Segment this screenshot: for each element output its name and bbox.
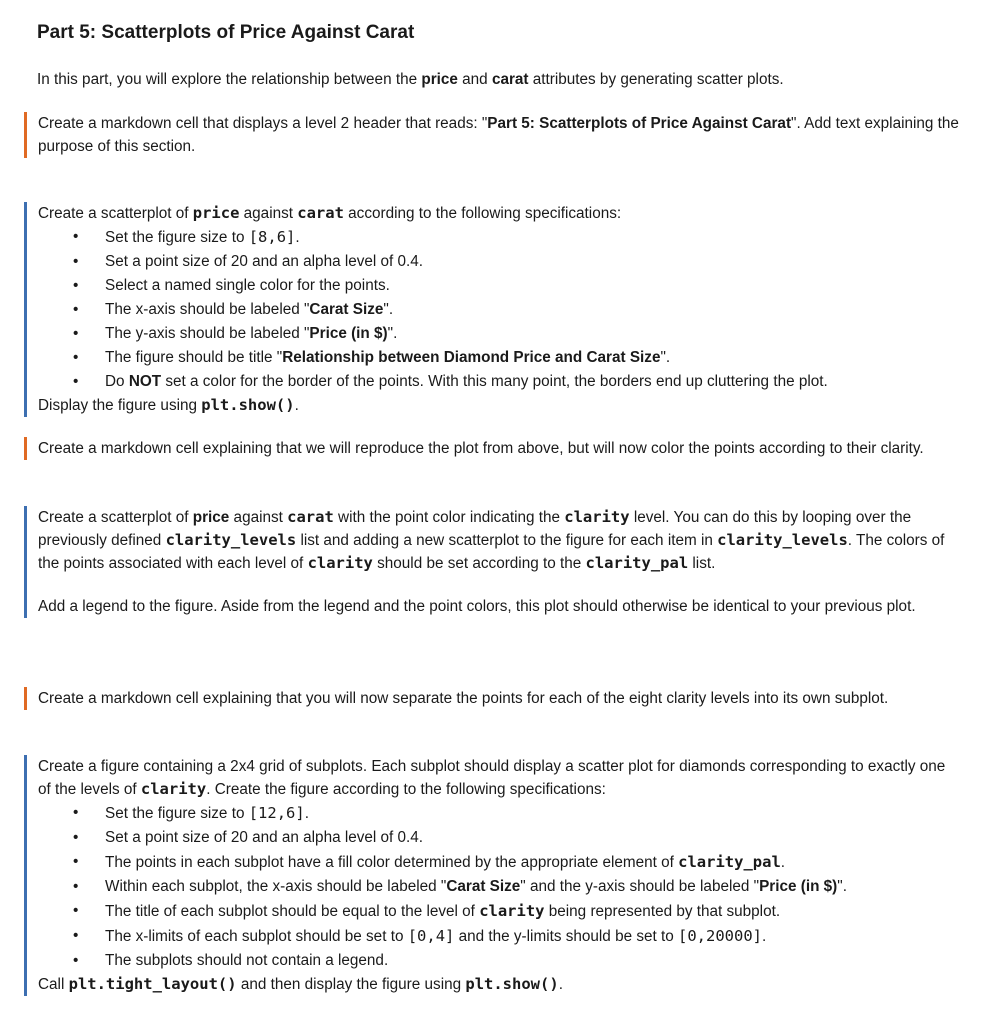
intro-paragraph: In this part, you will explore the relationship between the price and carat attributes by generating scatter plots. bbox=[37, 71, 784, 88]
list-item: • The subplots should not contain a legend. bbox=[73, 952, 389, 969]
code-instruction-scatterplot bbox=[24, 202, 961, 417]
list-item: • The title of each subplot should be equal to the level of clarity being represented by that subplot. bbox=[73, 902, 781, 920]
instruction-text: Create a markdown cell that displays a level 2 header that reads: "Part 5: Scatterplots of Price Against Carat". Add text explaining the purpose of this section. bbox=[38, 115, 959, 155]
page-title: Part 5: Scatterplots of Price Against Carat bbox=[37, 22, 415, 43]
markdown-instruction-reproduce bbox=[24, 437, 961, 460]
spec-list bbox=[38, 801, 961, 973]
list-item: • Within each subplot, the x-axis should be labeled "Carat Size" and the y-axis should be labeled "Price (in $)". bbox=[73, 878, 847, 895]
spec-list bbox=[38, 225, 961, 394]
list-item: • Set a point size of 20 and an alpha level of 0.4. bbox=[73, 829, 424, 846]
list-item: • The points in each subplot have a fill color determined by the appropriate element of clarity_pal. bbox=[73, 853, 786, 871]
list-item: • The y-axis should be labeled "Price (in $)". bbox=[73, 325, 398, 342]
markdown-instruction-header bbox=[24, 112, 961, 158]
instruction-closing: Call plt.tight_layout() and then display the figure using plt.show(). bbox=[38, 975, 563, 993]
instruction-lead: Create a scatterplot of price against carat according to the following specifications: bbox=[38, 204, 622, 222]
instruction-closing: Display the figure using plt.show(). bbox=[38, 396, 299, 414]
list-item: • Do NOT set a color for the border of the points. With this many point, the borders end up cluttering the plot. bbox=[73, 373, 828, 390]
list-item: • Select a named single color for the points. bbox=[73, 277, 390, 294]
instruction-lead: Create a figure containing a 2x4 grid of subplots. Each subplot should display a scatter plot for diamonds corresponding to exactly one of the levels of clarity. Create the figure according to the following specifications: bbox=[38, 758, 946, 798]
instruction-text: Create a scatterplot of price against carat with the point color indicating the clarity level. You can do this by looping over the previously defined clarity_levels list and adding a new scatterplot to the figure for each item in clarity_levels. The colors of the points associated with each level of clarity should be set according to the clarity_pal list. bbox=[38, 508, 945, 572]
instruction-text: Create a markdown cell explaining that we will reproduce the plot from above, but will now color the points according to their clarity. bbox=[38, 440, 924, 457]
list-item: • Set the figure size to [12,6]. bbox=[73, 804, 309, 822]
list-item: • The figure should be title "Relationship between Diamond Price and Carat Size". bbox=[73, 349, 671, 366]
markdown-instruction-subplots bbox=[24, 687, 961, 710]
code-instruction-subplot-grid bbox=[24, 755, 961, 996]
list-item: • The x-axis should be labeled "Carat Size". bbox=[73, 301, 394, 318]
list-item: • Set a point size of 20 and an alpha level of 0.4. bbox=[73, 253, 424, 270]
instruction-legend-text: Add a legend to the figure. Aside from the legend and the point colors, this plot should otherwise be identical to your previous plot. bbox=[38, 598, 916, 615]
list-item: • The x-limits of each subplot should be set to [0,4] and the y-limits should be set to [0,20000]. bbox=[73, 927, 767, 945]
code-instruction-clarity-scatterplot bbox=[24, 506, 961, 618]
list-item: • Set the figure size to [8,6]. bbox=[73, 228, 300, 246]
instruction-text: Create a markdown cell explaining that you will now separate the points for each of the eight clarity levels into its own subplot. bbox=[38, 690, 889, 707]
